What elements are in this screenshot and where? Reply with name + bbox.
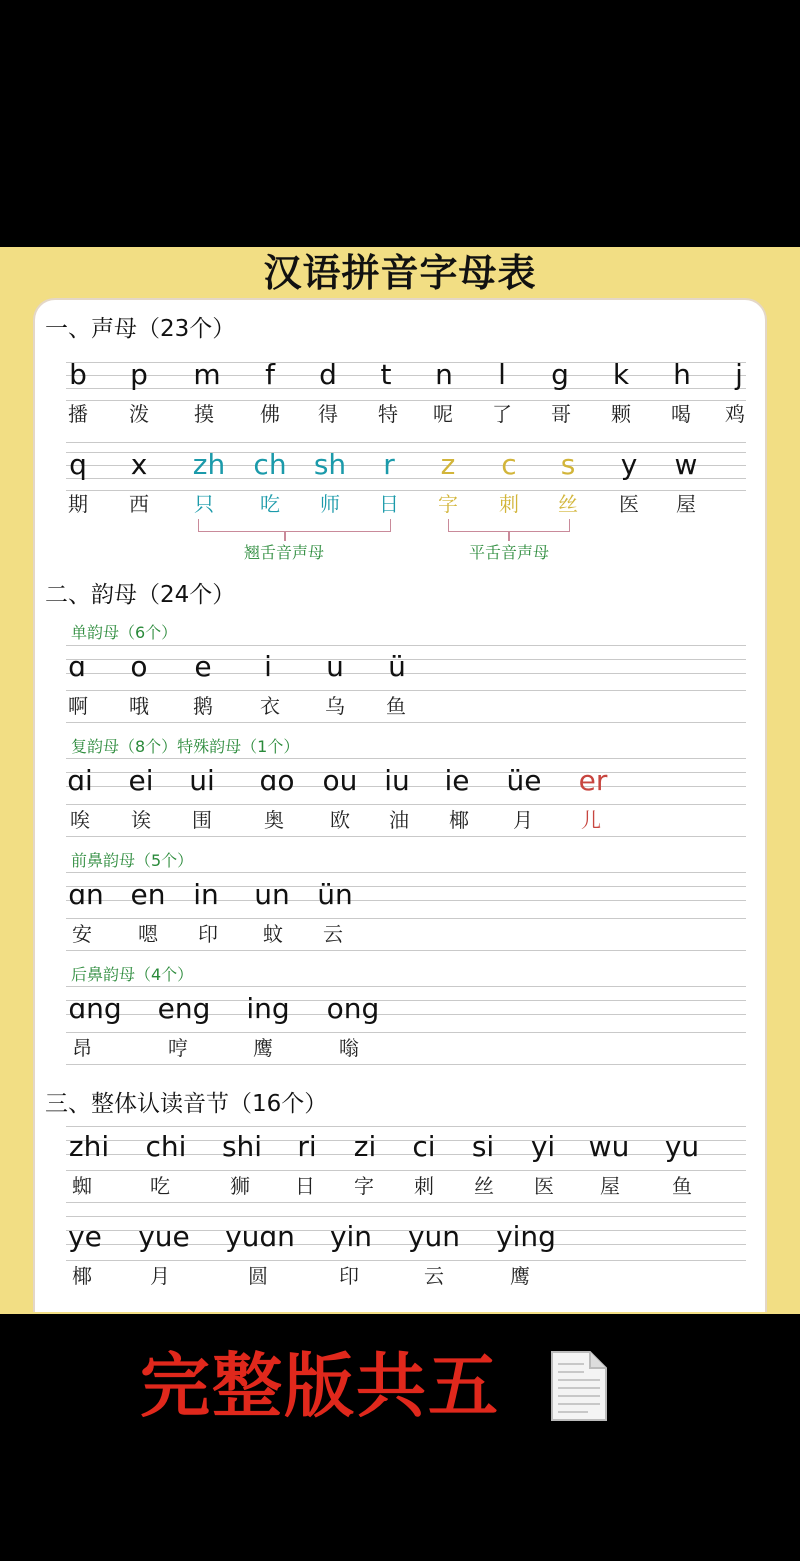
example-char: 蚊 [263,922,283,946]
pinyin-syllable: shi [221,1130,263,1163]
example-char: 奥 [264,808,284,832]
pinyin-letter: üe [506,764,542,797]
example-char: 鱼 [386,694,406,718]
example-char: 蜘 [72,1174,92,1198]
pinyin-letter: ü [388,650,406,683]
example-char: 鹰 [510,1264,530,1288]
pinyin-letter: x [130,448,148,481]
example-char: 油 [389,808,409,832]
pinyin-letter: k [612,358,630,391]
example-char: 吃 [260,492,280,516]
example-char: 狮 [230,1174,250,1198]
pinyin-letter: w [674,448,698,481]
pinyin-syllable: yuɑn [225,1220,295,1253]
pinyin-letter-retroflex: zh [192,448,226,481]
pinyin-letter: m [193,358,221,391]
pinyin-letter: u [326,650,344,683]
pinyin-letter: iu [384,764,410,797]
four-line-band [66,358,746,391]
example-char: 医 [534,1174,554,1198]
pinyin-letter: y [620,448,638,481]
pinyin-syllable: wu [588,1130,630,1163]
example-char: 安 [72,922,92,946]
pinyin-letter: o [130,650,148,683]
pinyin-letter: ɑng [68,992,122,1025]
front-nasal-label: 前鼻韵母（5个） [71,851,194,870]
example-char: 月 [150,1264,170,1288]
pinyin-letter-flat: s [560,448,576,481]
four-line-band [66,448,746,481]
pinyin-letter: ing [246,992,290,1025]
example-char: 日 [379,492,399,516]
pinyin-letter: ün [317,878,353,911]
pinyin-syllable: si [471,1130,495,1163]
simple-finals-label: 单韵母（6个） [71,623,178,642]
example-char: 刺 [499,492,519,516]
pinyin-letter: ɑ [68,650,86,683]
four-line-band [66,872,746,900]
pinyin-syllable: yin [329,1220,373,1253]
divider [66,1064,746,1066]
example-char: 佛 [260,402,280,426]
example-char: 诶 [131,808,151,832]
flat-label: 平舌音声母 [468,543,550,562]
example-char: 唉 [70,808,90,832]
pinyin-letter: en [130,878,166,911]
example-char: 字 [354,1174,374,1198]
example-char: 鹅 [193,694,213,718]
pinyin-letter: ɑo [259,764,295,797]
example-char: 椰 [72,1264,92,1288]
example-char: 期 [68,492,88,516]
pinyin-letter: b [69,358,87,391]
example-char: 圆 [248,1264,268,1288]
pinyin-letter: n [435,358,453,391]
example-char: 颗 [611,402,631,426]
pinyin-letter-retroflex: r [383,448,395,481]
example-char: 啊 [68,694,88,718]
pinyin-letter: l [498,358,506,391]
pinyin-syllable: zhi [68,1130,110,1163]
pinyin-letter: in [193,878,219,911]
divider [66,1260,746,1262]
promo-banner: 完整版共五 [140,1344,500,1427]
example-char: 摸 [194,402,214,426]
document-icon [548,1350,610,1422]
example-char: 嗡 [339,1036,359,1060]
page-title: 汉语拼音字母表 [263,251,537,295]
pinyin-syllable: ye [68,1220,102,1253]
pinyin-letter: ei [128,764,154,797]
pinyin-letter-special: er [578,764,608,797]
example-char: 云 [323,922,343,946]
pinyin-letter: ong [326,992,380,1025]
pinyin-letter: h [673,358,691,391]
example-char: 哦 [129,694,149,718]
pinyin-letter: g [551,358,569,391]
example-char: 围 [192,808,212,832]
pinyin-letter-retroflex: ch [253,448,287,481]
pinyin-syllable: yun [407,1220,461,1253]
divider [66,918,746,920]
pinyin-letter: i [264,650,272,683]
example-char: 了 [492,402,512,426]
divider [66,722,746,724]
char-band [66,400,746,444]
example-char: 嗯 [138,922,158,946]
divider [66,836,746,838]
example-char: 乌 [325,694,345,718]
divider [66,804,746,806]
pinyin-syllable: ying [496,1220,556,1253]
example-char: 印 [339,1264,359,1288]
example-char: 医 [619,492,639,516]
example-char: 印 [198,922,218,946]
example-char: 儿 [581,808,601,832]
pinyin-letter: q [69,448,87,481]
divider [66,690,746,692]
example-char: 特 [378,402,398,426]
example-char: 丝 [558,492,578,516]
divider [66,950,746,952]
divider [66,1170,746,1172]
example-char: 鸡 [725,402,745,426]
example-char: 字 [438,492,458,516]
example-char: 哼 [168,1036,188,1060]
example-char: 衣 [260,694,280,718]
example-char: 屋 [600,1174,620,1198]
pinyin-letter: j [735,358,743,391]
example-char: 欧 [330,808,350,832]
example-char: 播 [68,402,88,426]
pinyin-letter: un [254,878,290,911]
pinyin-letter: eng [157,992,211,1025]
example-char: 鹰 [253,1036,273,1060]
example-char: 得 [318,402,338,426]
example-char: 椰 [449,808,469,832]
char-band [66,490,746,534]
pinyin-letter: ie [444,764,470,797]
example-char: 屋 [676,492,696,516]
example-char: 鱼 [672,1174,692,1198]
pinyin-letter-retroflex: sh [313,448,347,481]
pinyin-syllable: yi [530,1130,556,1163]
pinyin-letter-flat: c [501,448,517,481]
pinyin-syllable: chi [145,1130,187,1163]
back-nasal-label: 后鼻韵母（4个） [71,965,194,984]
pinyin-syllable: yue [138,1220,190,1253]
divider [66,1032,746,1034]
pinyin-syllable: yu [664,1130,700,1163]
section-whole-heading: 三、整体认读音节（16个） [45,1091,328,1117]
example-char: 泼 [129,402,149,426]
four-line-band [66,645,746,673]
retroflex-label: 翘舌音声母 [243,543,325,562]
pinyin-letter: ou [322,764,358,797]
pinyin-letter: t [380,358,392,391]
example-char: 吃 [150,1174,170,1198]
retroflex-bracket [198,519,391,532]
section-finals-heading: 二、韵母（24个） [45,582,236,608]
example-char: 西 [129,492,149,516]
pinyin-syllable: ri [297,1130,317,1163]
pinyin-letter: d [319,358,337,391]
divider [66,1202,746,1204]
pinyin-syllable: ci [412,1130,436,1163]
example-char: 刺 [414,1174,434,1198]
example-char: 呢 [433,402,453,426]
example-char: 昂 [72,1036,92,1060]
section-initials-heading: 一、声母（23个） [45,316,236,342]
pinyin-letter: f [265,358,275,391]
example-char: 月 [513,808,533,832]
pinyin-syllable: zi [353,1130,377,1163]
pinyin-letter: ɑi [67,764,93,797]
compound-finals-label: 复韵母（8个）特殊韵母（1个） [71,737,300,756]
example-char: 只 [194,492,214,516]
example-char: 喝 [671,402,691,426]
pinyin-letter-flat: z [440,448,456,481]
example-char: 哥 [551,402,571,426]
pinyin-letter: ui [189,764,215,797]
pinyin-letter: e [194,650,212,683]
example-char: 师 [320,492,340,516]
pinyin-letter: ɑn [68,878,104,911]
example-char: 丝 [474,1174,494,1198]
example-char: 云 [424,1264,444,1288]
example-char: 日 [295,1174,315,1198]
pinyin-letter: p [130,358,148,391]
